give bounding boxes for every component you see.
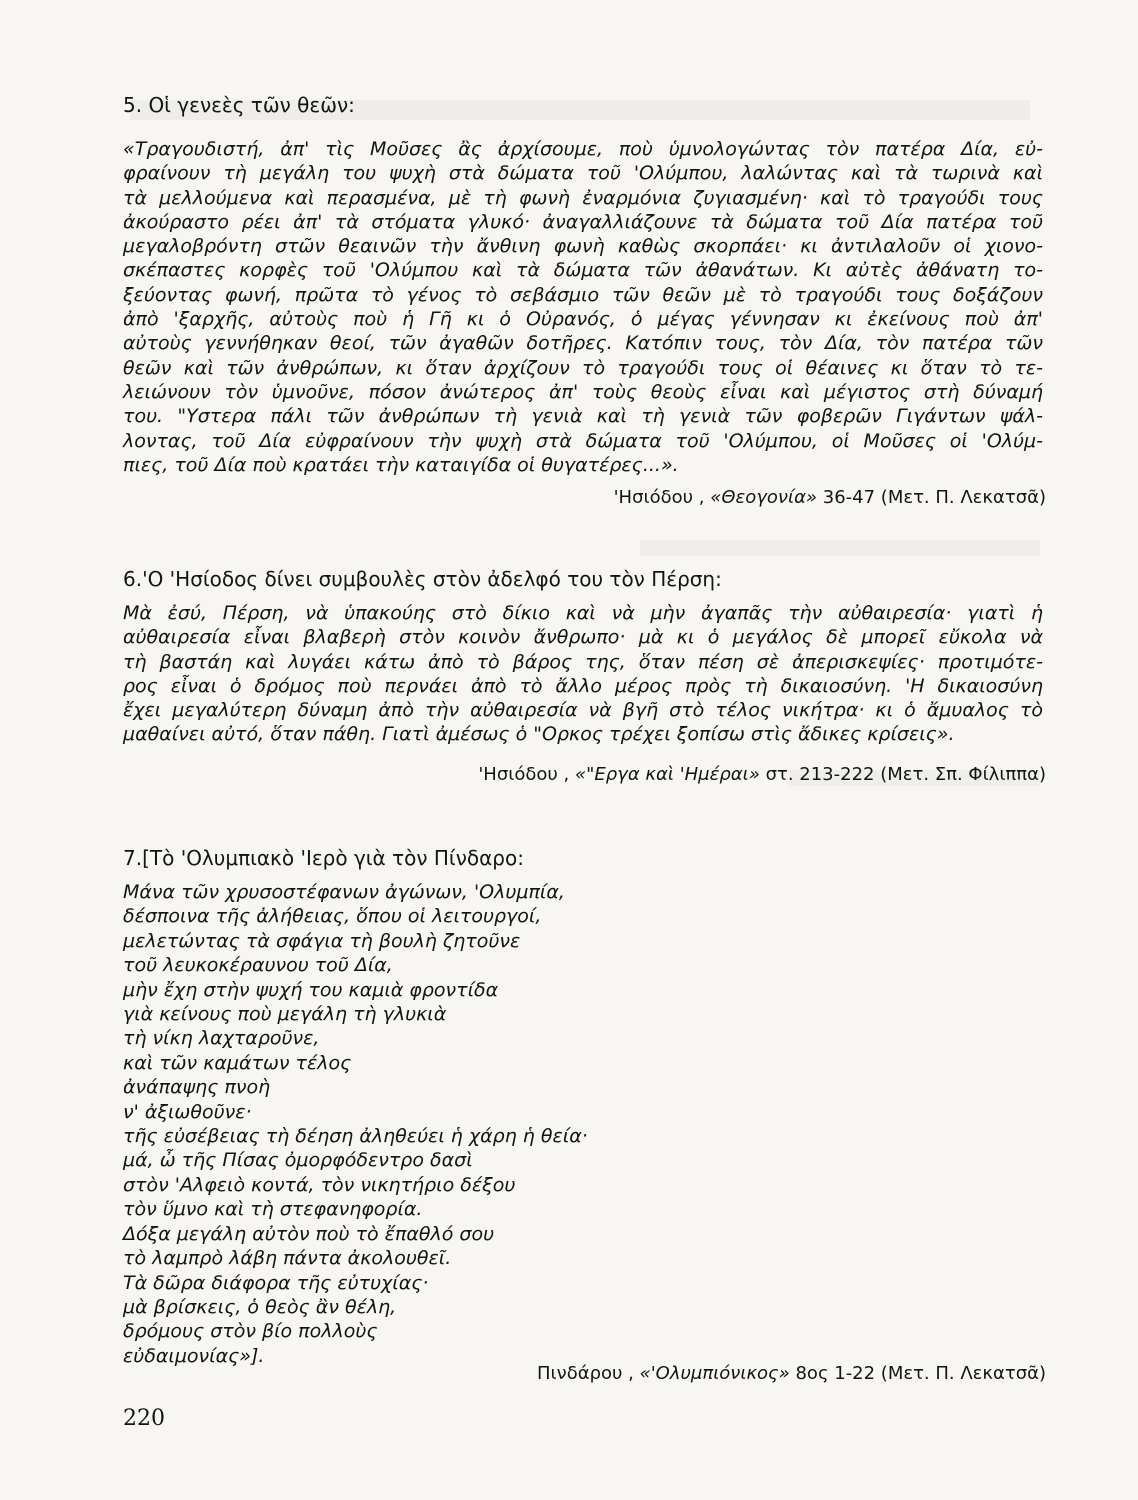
text-line: ἀπὸ 'ξαρχῆς, αὐτοὺς ποὺ ἡ Γῆ κι ὁ Οὐρανός, ὁ μέγας γέννησαν κι ἐκείνους ποὺ ἀπ' (123, 308, 1043, 331)
citation-ref: 36-47 (Μετ. Π. Λεκατσᾶ) (822, 487, 1046, 508)
poem-line: τῆς εὐσέβειας τὴ δέηση ἀληθεύει ἡ χάρη ἡ θεία· (123, 1125, 588, 1148)
poem-line: δέσποινα τῆς ἀλήθειας, ὅπου οἱ λειτουργοί, (123, 905, 542, 928)
poem-line: γιὰ κείνους ποὺ μεγάλη τὴ γλυκιὰ (123, 1003, 447, 1026)
text-line: τὰ μελλούμενα καὶ περασμένα, μὲ τὴ φωνὴ ἐναρμόνια ζυγιασμένη· καὶ τὸ τραγούδι τους (123, 186, 1043, 209)
poem-line: Τὰ δῶρα διάφορα τῆς εὐτυχίας· (123, 1271, 429, 1294)
poem-line: στὸν 'Αλφειὸ κοντά, τὸν νικητήριο δέξου (123, 1173, 516, 1196)
text-line: μεγαλοβρόντη στῶν θεαινῶν τὴν ἄνθινη φωνὴ καθὼς σκορπάει· κι ἀντιλαλοῦν οἱ χιονο- (123, 235, 1043, 258)
text-line: Μὰ ἐσύ, Πέρση, νὰ ὑπακούης στὸ δίκιο καὶ νὰ μὴν ἀγαπᾶς τὴν αὐθαιρεσία· γιατὶ ἡ (123, 602, 1043, 624)
text-line: του. "Υστερα πάλι τῶν ἀνθρώπων τὴ γενιὰ καὶ τὴ γενιὰ τῶν φοβερῶν Γιγάντων ψάλ- (123, 405, 1043, 428)
poem-line: τὸν ὕμνο καὶ τὴ στεφανηφορία. (123, 1198, 423, 1221)
poem-line: τοῦ λευκοκέραυνου τοῦ Δία, (123, 954, 393, 977)
poem-line: τὸ λαμπρὸ λάβη πάντα ἀκολουθεῖ. (123, 1247, 452, 1270)
text-line: πιες, τοῦ Δία ποὺ κρατάει τὴν καταιγίδα οἱ θυγατέρες...». (123, 453, 679, 476)
citation-author: Πινδάρου , (537, 1363, 634, 1384)
poem-line: μελετώντας τὰ σφάγια τὴ βουλὴ ζητοῦνε (123, 929, 521, 952)
section-5-heading: 5. Οἱ γενεὲς τῶν θεῶν: (123, 93, 355, 117)
poem-line: ἀνάπαψης πνοὴ (123, 1076, 271, 1099)
section-5-citation (614, 486, 1046, 510)
text-line: λειώνουν τὸν ὑμνοῦνε, πόσον ἀνώτερος ἀπ' τοὺς θεοὺς εἶναι καὶ μέγιστος στὴ δύναμή (123, 380, 1043, 403)
poem-line: τὴ νίκη λαχταροῦνε, (123, 1027, 320, 1050)
poem-line: μὰ βρίσκεις, ὁ θεὸς ἂν θέλη, (123, 1295, 397, 1318)
section-7-poem (123, 880, 823, 1368)
citation-author: 'Ησιόδου , (613, 487, 705, 508)
text-line: τὴ βαστάη καὶ λυγάει κάτω ἀπὸ τὸ βάρος της, ὅταν πέση σὲ ἀπερισκεψίες· προτιμότε- (123, 650, 1043, 673)
text-line: αὐθαιρεσία εἶναι βλαβερὴ στὸν κοινὸν ἄνθρωπο· μὰ κι ὁ μεγάλος δὲ μπορεῖ εὔκολα νὰ (123, 626, 1043, 649)
text-line: λοντας, τοῦ Δία εὐφραίνουν τὴν ψυχὴ στὰ δώματα τοῦ 'Ολύμπου, οἱ Μοῦσες οἱ 'Ολύμ- (123, 429, 1043, 452)
poem-line: Μάνα τῶν χρυσοστέφανων ἀγώνων, 'Ολυμπία, (123, 881, 565, 903)
citation-ref: 8ος 1-22 (Μετ. Π. Λεκατσᾶ) (795, 1363, 1046, 1384)
poem-line: μά, ὦ τῆς Πίσας ὀμορφόδεντρο δασὶ (123, 1149, 473, 1172)
poem-line: εὐδαιμονίας»]. (123, 1344, 265, 1367)
text-line: ρος εἶναι ὁ δρόμος ποὺ περνάει ἀπὸ τὸ ἄλλο μέρος πρὸς τὴ δικαιοσύνη. 'Η δικαιοσύνη (123, 674, 1043, 697)
section-6-heading: 6.'Ο 'Ησίοδος δίνει συμβουλὲς στὸν ἀδελφό του τὸν Πέρση: (123, 567, 722, 591)
poem-line: Δόξα μεγάλη αὐτὸν ποὺ τὸ ἔπαθλό σου (123, 1222, 495, 1245)
text-line: «Τραγουδιστή, ἀπ' τὶς Μοῦσες ἂς ἀρχίσουμε, ποὺ ὑμνολογώντας τὸν πατέρα Δία, εὐ- (123, 138, 1043, 160)
text-line: ξεύοντας φωνή, πρῶτα τὸ γένος τὸ σεβάσμιο τῶν θεῶν μὲ τὸ τραγούδι τους δοξάζουν (123, 283, 1043, 306)
poem-line: καὶ τῶν καμάτων τέλος (123, 1051, 352, 1074)
page-number: 220 (123, 1406, 165, 1431)
poem-line: δρόμους στὸν βίο πολλοὺς (123, 1320, 378, 1343)
bleed-through-decoration (640, 540, 1040, 556)
citation-author: 'Ησιόδου , (478, 764, 570, 785)
poem-line: ν' ἀξιωθοῦνε· (123, 1100, 252, 1123)
section-7-heading: 7.[Τὸ 'Ολυμπιακὸ 'Ιερὸ γιὰ τὸν Πίνδαρο: (123, 846, 524, 870)
citation-ref: στ. 213-222 (Μετ. Σπ. Φίλιππα) (765, 764, 1046, 785)
text-line: ἔχει μεγαλύτερη δύναμη ἀπὸ τὴν αὐθαιρεσία νὰ βγῆ στὸ τέλος νικήτρα· κι ὁ ἄμυαλος τὸ (123, 699, 1043, 722)
text-line: μαθαίνει αὐτό, ὅταν πάθη. Γιατὶ ἀμέσως ὁ "Ορκος τρέχει ξοπίσω στὶς ἄδικες κρίσεις». (123, 723, 955, 746)
citation-work: «Θεογονία» (710, 487, 818, 508)
text-line: σκέπαστες κορφὲς τοῦ 'Ολύμπου καὶ τὰ δώματα τῶν ἀθανάτων. Κι αὐτὲς ἀθάνατη το- (123, 259, 1043, 282)
text-line: φραίνουν τὴ μεγάλη του ψυχὴ στὰ δώματα τοῦ 'Ολύμπου, λαλώντας καὶ τὰ τωρινὰ καὶ (123, 162, 1043, 185)
section-5-text (123, 137, 1043, 477)
citation-work: «"Εργα καὶ 'Ημέραι» (574, 764, 760, 785)
section-6-text (123, 601, 1043, 747)
text-line: ἀκούραστο ρέει ἀπ' τὰ στόματα γλυκό· ἀναγαλλιάζουνε τὰ δώματα τοῦ Δία πατέρα τοῦ (123, 210, 1043, 233)
text-line: θεῶν καὶ τῶν ἀνθρώπων, κι ὅταν ἀρχίζουν τὸ τραγούδι τους οἱ θέαινες κι ὅταν τὸ τε- (123, 356, 1043, 379)
text-line: αὐτοὺς γεννήθηκαν θεοί, τῶν ἀγαθῶν δοτῆρες. Κατόπιν τους, τὸν Δία, τὸν πατέρα τῶν (123, 332, 1043, 355)
poem-line: μὴν ἔχη στὴν ψυχή του καμιὰ φροντίδα (123, 978, 499, 1001)
citation-work: «'Ολυμπιόνικος» (639, 1363, 790, 1384)
section-7-citation (537, 1362, 1046, 1386)
section-6-citation (478, 763, 1046, 787)
